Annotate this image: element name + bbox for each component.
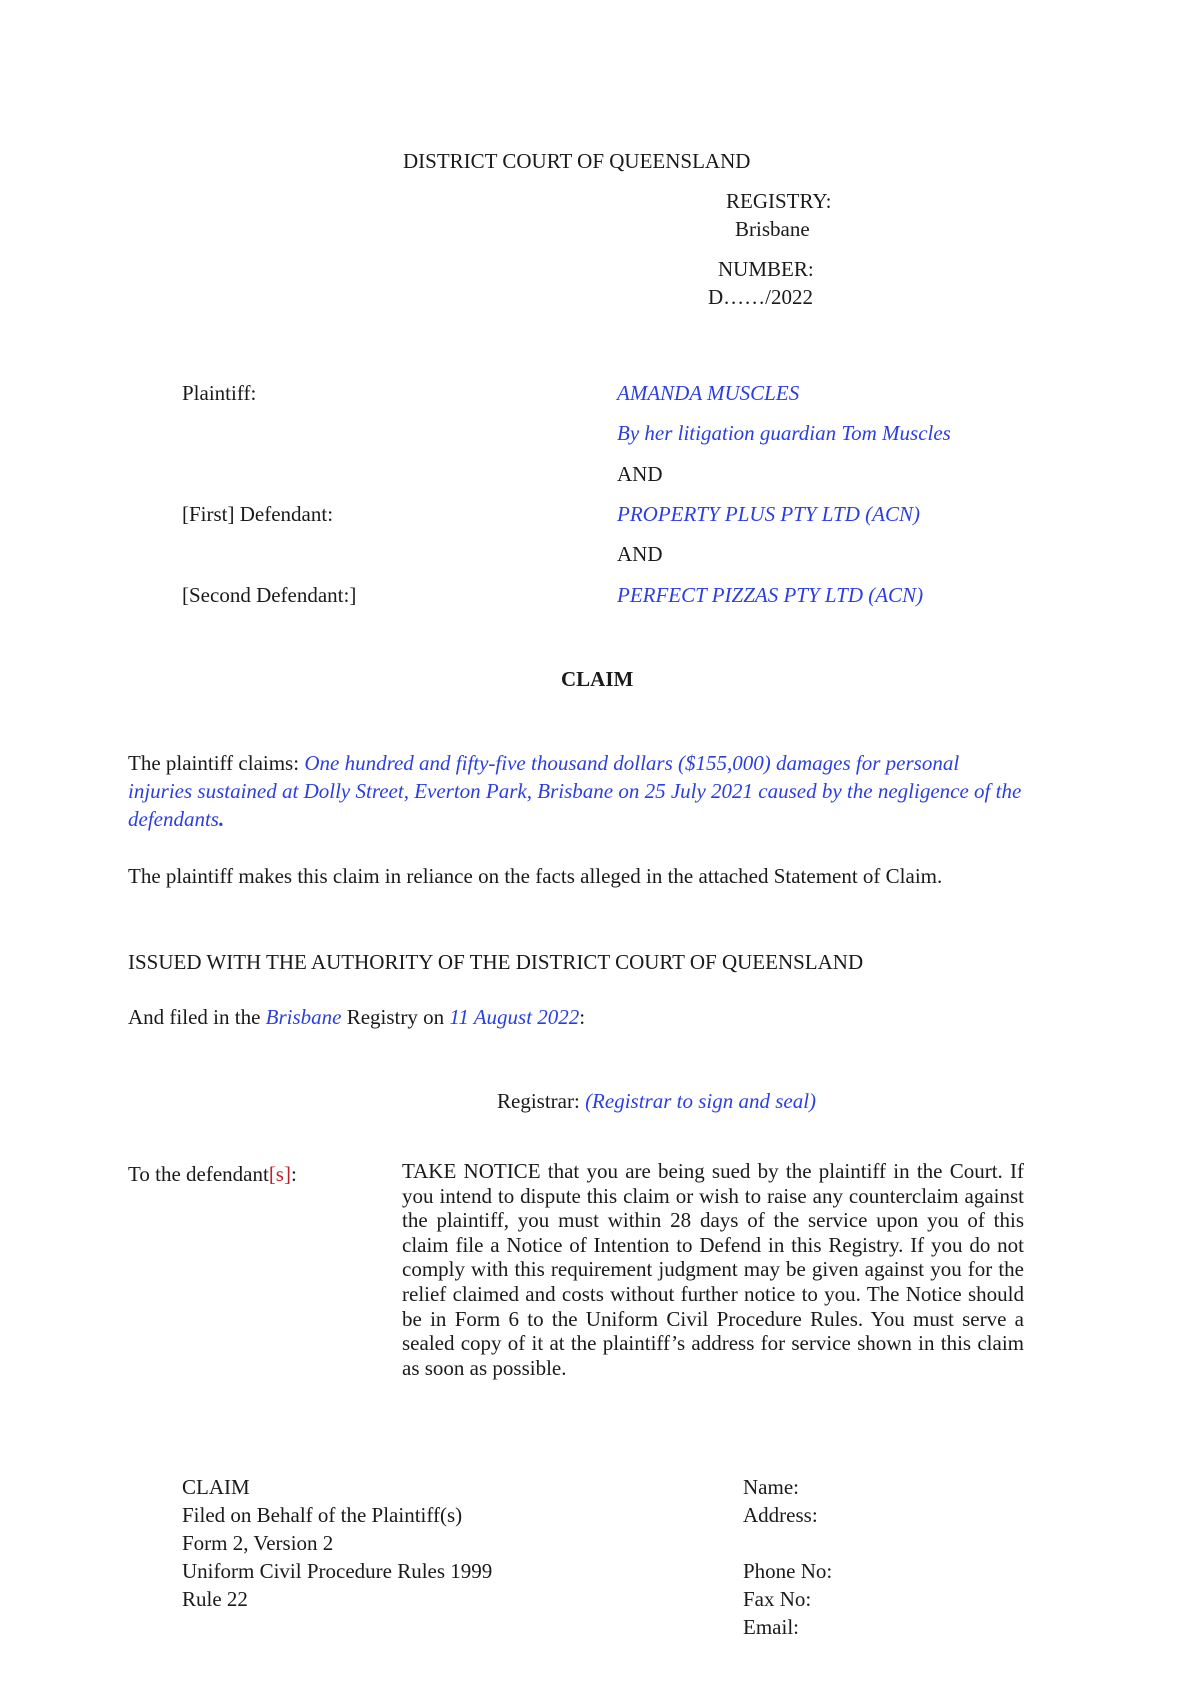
- notice-to-defendant: [128, 1161, 297, 1187]
- footer-form: Form 2, Version 2: [182, 1531, 334, 1555]
- registrar-line: [497, 1088, 816, 1114]
- footer-name-label: Name:: [743, 1475, 799, 1499]
- footer-rule-number: Rule 22: [182, 1587, 248, 1611]
- footer-phone-label: Phone No:: [743, 1559, 833, 1583]
- footer-claim: CLAIM: [182, 1475, 250, 1499]
- plaintiff-name: AMANDA MUSCLES: [617, 381, 800, 405]
- reliance-paragraph: The plaintiff makes this claim in reliance on the facts alleged in the attached Statement of Claim.: [128, 864, 943, 888]
- footer-address-label: Address:: [743, 1503, 818, 1527]
- registry-value: Brisbane: [735, 217, 810, 241]
- filed-statement: [128, 1004, 585, 1030]
- footer-filed-on-behalf: Filed on Behalf of the Plaintiff(s): [182, 1503, 463, 1527]
- second-defendant-label: [Second Defendant:]: [182, 583, 357, 607]
- footer-fax-label: Fax No:: [743, 1587, 812, 1611]
- court-title: DISTRICT COURT OF QUEENSLAND: [403, 149, 751, 173]
- registry-label: REGISTRY:: [726, 189, 832, 213]
- registrar-value: (Registrar to sign and seal): [585, 1089, 817, 1113]
- first-defendant-label: [First] Defendant:: [182, 502, 334, 526]
- claims-text: One hundred and fifty-five thousand dollars ($155,000) damages for personal injuries sustained at Dolly Street, Everton Park, Brisbane on 25 July 2021 caused by the negligence of the defendants: [128, 751, 1022, 831]
- claims-end: .: [218, 807, 225, 831]
- filed-registry: Brisbane: [265, 1005, 342, 1029]
- registrar-label: Registrar:: [497, 1089, 586, 1113]
- claims-prefix: The plaintiff claims:: [128, 751, 305, 775]
- filed-suffix: :: [579, 1005, 586, 1029]
- plaintiff-guardian: By her litigation guardian Tom Muscles: [617, 421, 951, 445]
- and-separator: AND: [617, 542, 663, 566]
- filed-middle: Registry on: [341, 1005, 450, 1029]
- plaintiff-label: Plaintiff:: [182, 381, 257, 405]
- notice-to-colon: :: [290, 1162, 297, 1186]
- notice-text: TAKE NOTICE that you are being sued by the plaintiff in the Court. If you intend to dispute this claim or wish to raise any counterclaim against the plaintiff, you must within 28 days of the service upon you of this claim file a Notice of Intention to Defend in this Registry. If you do not comply with this requirement judgment may be given against you for the relief claimed and costs without further notice to you. The Notice should be in Form 6 to the Uniform Civil Procedure Rules. You must serve a sealed copy of it at the plaintiff’s address for service shown in this claim as soon as possible.: [402, 1159, 1024, 1380]
- number-label: NUMBER:: [718, 257, 814, 281]
- number-value: D……/2022: [708, 285, 813, 309]
- claim-heading: CLAIM: [561, 667, 634, 691]
- first-defendant-name: PROPERTY PLUS PTY LTD (ACN): [617, 502, 920, 526]
- footer-email-label: Email:: [743, 1615, 799, 1639]
- notice-to-bracket: [s]: [268, 1162, 291, 1186]
- issued-statement: ISSUED WITH THE AUTHORITY OF THE DISTRICT COURT OF QUEENSLAND: [128, 950, 864, 974]
- filed-prefix: And filed in the: [128, 1005, 266, 1029]
- filed-date: 11 August 2022: [449, 1005, 580, 1029]
- and-separator: AND: [617, 462, 663, 486]
- claims-paragraph: [128, 749, 1028, 833]
- notice-to-label: To the defendant: [128, 1162, 269, 1186]
- footer-rules: Uniform Civil Procedure Rules 1999: [182, 1559, 493, 1583]
- second-defendant-name: PERFECT PIZZAS PTY LTD (ACN): [617, 583, 924, 607]
